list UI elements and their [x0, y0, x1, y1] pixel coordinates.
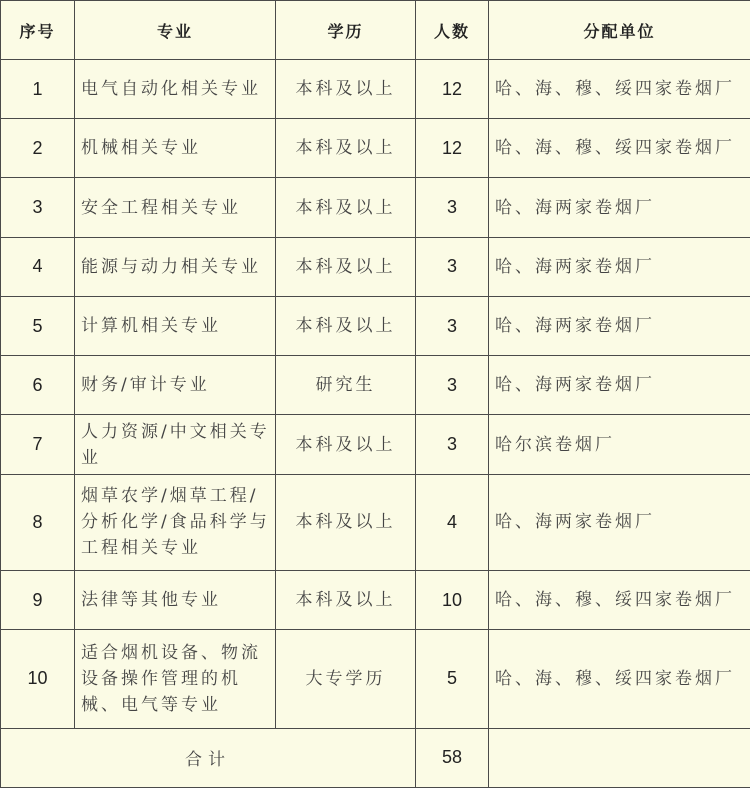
table-row — [1, 119, 750, 178]
unit-cell: 哈、海、穆、绥四家卷烟厂 — [489, 630, 750, 728]
count-cell: 5 — [416, 630, 489, 728]
unit-cell: 哈、海两家卷烟厂 — [489, 296, 750, 355]
header-major: 专业 — [75, 1, 276, 60]
unit-cell: 哈、海两家卷烟厂 — [489, 237, 750, 296]
count-cell: 4 — [416, 474, 489, 570]
total-row — [1, 728, 750, 787]
total-count: 58 — [416, 728, 489, 787]
header-count: 人数 — [416, 1, 489, 60]
table-row — [1, 630, 750, 728]
header-degree: 学历 — [276, 1, 416, 60]
degree-cell: 本科及以上 — [276, 474, 416, 570]
table-row — [1, 474, 750, 570]
table-row — [1, 415, 750, 474]
major-cell: 适合烟机设备、物流设备操作管理的机械、电气等专业 — [75, 630, 276, 728]
unit-cell: 哈、海两家卷烟厂 — [489, 474, 750, 570]
count-cell: 3 — [416, 237, 489, 296]
header-unit: 分配单位 — [489, 1, 750, 60]
degree-cell: 本科及以上 — [276, 60, 416, 119]
unit-cell: 哈、海、穆、绥四家卷烟厂 — [489, 60, 750, 119]
header-seq: 序号 — [1, 1, 75, 60]
unit-cell: 哈、海、穆、绥四家卷烟厂 — [489, 119, 750, 178]
seq-cell: 2 — [1, 119, 75, 178]
major-cell: 能源与动力相关专业 — [75, 237, 276, 296]
major-cell: 人力资源/中文相关专业 — [75, 415, 276, 474]
seq-cell: 1 — [1, 60, 75, 119]
major-cell: 烟草农学/烟草工程/分析化学/食品科学与工程相关专业 — [75, 474, 276, 570]
count-cell: 12 — [416, 119, 489, 178]
count-cell: 12 — [416, 60, 489, 119]
degree-cell: 本科及以上 — [276, 415, 416, 474]
seq-cell: 3 — [1, 178, 75, 237]
seq-cell: 6 — [1, 356, 75, 415]
unit-cell: 哈、海两家卷烟厂 — [489, 356, 750, 415]
count-cell: 3 — [416, 296, 489, 355]
degree-cell: 本科及以上 — [276, 178, 416, 237]
unit-cell: 哈尔滨卷烟厂 — [489, 415, 750, 474]
count-cell: 10 — [416, 571, 489, 630]
major-cell: 财务/审计专业 — [75, 356, 276, 415]
table-row — [1, 237, 750, 296]
seq-cell: 5 — [1, 296, 75, 355]
degree-cell: 本科及以上 — [276, 237, 416, 296]
degree-cell: 研究生 — [276, 356, 416, 415]
seq-cell: 8 — [1, 474, 75, 570]
table-row — [1, 60, 750, 119]
table-row — [1, 356, 750, 415]
seq-cell: 7 — [1, 415, 75, 474]
count-cell: 3 — [416, 356, 489, 415]
degree-cell: 本科及以上 — [276, 571, 416, 630]
major-cell: 计算机相关专业 — [75, 296, 276, 355]
count-cell: 3 — [416, 178, 489, 237]
unit-cell: 哈、海、穆、绥四家卷烟厂 — [489, 571, 750, 630]
table-row — [1, 571, 750, 630]
total-label: 合计 — [1, 728, 416, 787]
header-row — [1, 1, 750, 60]
major-cell: 机械相关专业 — [75, 119, 276, 178]
major-cell: 法律等其他专业 — [75, 571, 276, 630]
major-cell: 电气自动化相关专业 — [75, 60, 276, 119]
seq-cell: 9 — [1, 571, 75, 630]
table-row — [1, 296, 750, 355]
degree-cell: 本科及以上 — [276, 296, 416, 355]
seq-cell: 4 — [1, 237, 75, 296]
seq-cell: 10 — [1, 630, 75, 728]
degree-cell: 大专学历 — [276, 630, 416, 728]
major-cell: 安全工程相关专业 — [75, 178, 276, 237]
degree-cell: 本科及以上 — [276, 119, 416, 178]
count-cell: 3 — [416, 415, 489, 474]
table-row — [1, 178, 750, 237]
total-unit — [489, 728, 750, 787]
unit-cell: 哈、海两家卷烟厂 — [489, 178, 750, 237]
